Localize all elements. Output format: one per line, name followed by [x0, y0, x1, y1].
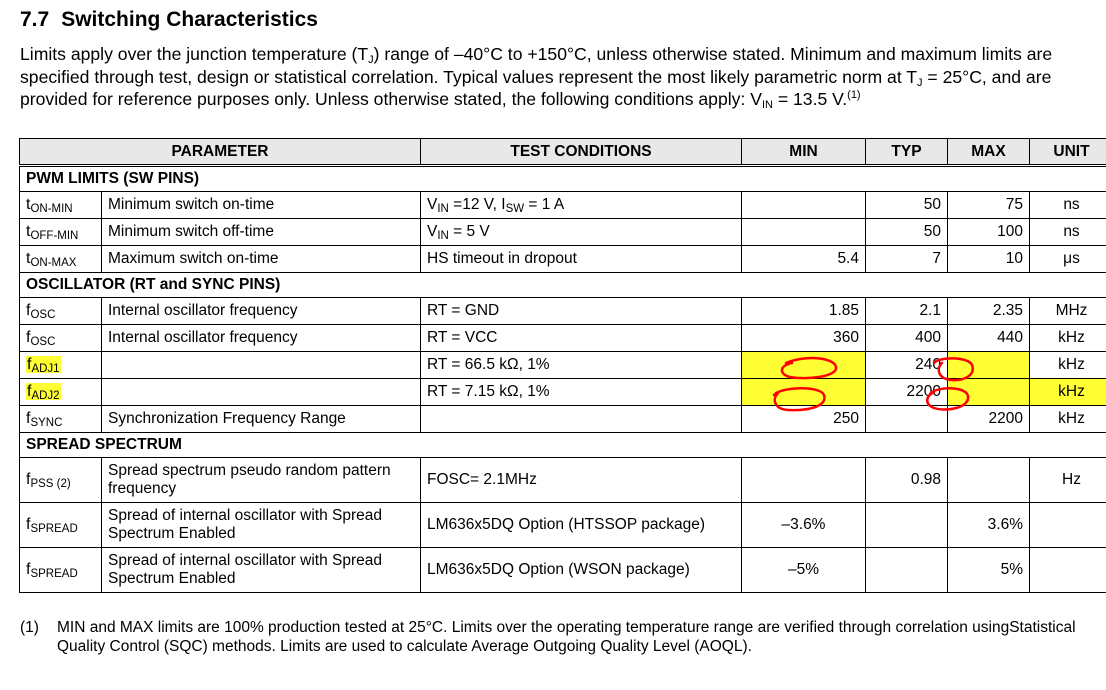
param-description — [102, 379, 421, 406]
header-typ: TYP — [866, 139, 948, 166]
header-max: MAX — [948, 139, 1030, 166]
min-value: –5% — [742, 548, 866, 593]
table-row — [20, 352, 1106, 379]
highlight-fadj1: $f_{ADJ1}$ — [27, 356, 60, 375]
unit-value: μs — [1030, 246, 1106, 273]
max-value — [948, 458, 1030, 503]
typ-value: 240 — [866, 352, 948, 379]
max-value: 2200 — [948, 406, 1030, 433]
table-row — [20, 246, 1106, 273]
param-symbol: $f_{SYNC}$ — [20, 406, 102, 433]
test-condition: LM636x5DQ Option (WSON package) — [421, 548, 742, 593]
table-row — [20, 548, 1106, 593]
table-row — [20, 298, 1106, 325]
section-title — [20, 8, 318, 32]
param-description: Spread of internal oscillator with Spread Spectrum Enabled — [102, 503, 421, 548]
typ-value: 50 — [866, 219, 948, 246]
min-value — [742, 219, 866, 246]
typ-value — [866, 503, 948, 548]
unit-value — [1030, 548, 1106, 593]
param-symbol: $t_{ON-MAX}$ — [20, 246, 102, 273]
param-symbol: $t_{ON-MIN}$ — [20, 192, 102, 219]
test-condition — [421, 406, 742, 433]
typ-value: 400 — [866, 325, 948, 352]
max-value: 2.35 — [948, 298, 1030, 325]
footnote — [20, 618, 1080, 656]
intro-footnote-ref: (1) — [847, 89, 861, 101]
typ-value: 2200 — [866, 379, 948, 406]
test-condition: FOSC= 2.1MHz — [421, 458, 742, 503]
param-symbol: $f_{SPREAD}$ — [20, 548, 102, 593]
table-row — [20, 379, 1106, 406]
table-row — [20, 192, 1106, 219]
unit-value: kHz — [1030, 325, 1106, 352]
unit-value: kHz — [1030, 379, 1106, 406]
typ-value: 7 — [866, 246, 948, 273]
param-symbol: $t_{OFF-MIN}$ — [20, 219, 102, 246]
header-parameter: PARAMETER — [20, 139, 421, 166]
table-row — [20, 503, 1106, 548]
param-symbol — [20, 379, 102, 406]
header-row — [20, 139, 1106, 166]
min-value: 5.4 — [742, 246, 866, 273]
table-row — [20, 325, 1106, 352]
min-value — [742, 379, 866, 406]
min-value: –3.6% — [742, 503, 866, 548]
max-value — [948, 379, 1030, 406]
typ-value — [866, 548, 948, 593]
min-value: 360 — [742, 325, 866, 352]
param-symbol: $f_{SPREAD}$ — [20, 503, 102, 548]
footnote-number: (1) — [20, 619, 39, 636]
unit-value: ns — [1030, 192, 1106, 219]
typ-value — [866, 406, 948, 433]
param-description: Synchronization Frequency Range — [102, 406, 421, 433]
unit-value: Hz — [1030, 458, 1106, 503]
typ-value: 0.98 — [866, 458, 948, 503]
max-value: 75 — [948, 192, 1030, 219]
param-description: Internal oscillator frequency — [102, 325, 421, 352]
section-row-pwm: PWM LIMITS (SW PINS) — [20, 166, 1106, 192]
unit-value — [1030, 503, 1106, 548]
section-row-spread: SPREAD SPECTRUM — [20, 433, 1106, 458]
highlight-fadj2: $f_{ADJ2}$ — [27, 383, 60, 402]
max-value — [948, 352, 1030, 379]
test-condition: HS timeout in dropout — [421, 246, 742, 273]
param-description: Internal oscillator frequency — [102, 298, 421, 325]
param-description: Spread of internal oscillator with Spread Spectrum Enabled — [102, 548, 421, 593]
max-value: 440 — [948, 325, 1030, 352]
typ-value: 50 — [866, 192, 948, 219]
min-value — [742, 352, 866, 379]
max-value: 10 — [948, 246, 1030, 273]
switching-characteristics-table — [19, 138, 1106, 593]
unit-value: kHz — [1030, 406, 1106, 433]
typ-value: 2.1 — [866, 298, 948, 325]
test-condition: RT = 66.5 kΩ, 1% — [421, 352, 742, 379]
min-value — [742, 458, 866, 503]
test-condition: RT = 7.15 kΩ, 1% — [421, 379, 742, 406]
min-value: 1.85 — [742, 298, 866, 325]
param-symbol: $f_{PSS (2)}$ — [20, 458, 102, 503]
table-row — [20, 406, 1106, 433]
max-value: 100 — [948, 219, 1030, 246]
max-value: 3.6% — [948, 503, 1030, 548]
test-condition: RT = GND — [421, 298, 742, 325]
test-condition: LM636x5DQ Option (HTSSOP package) — [421, 503, 742, 548]
param-symbol: $f_{OSC}$ — [20, 325, 102, 352]
param-description — [102, 352, 421, 379]
unit-value: ns — [1030, 219, 1106, 246]
min-value: 250 — [742, 406, 866, 433]
param-description: Spread spectrum pseudo random pattern frequency — [102, 458, 421, 503]
param-symbol: $f_{OSC}$ — [20, 298, 102, 325]
section-row-oscillator: OSCILLATOR (RT and SYNC PINS) — [20, 273, 1106, 298]
param-description: Minimum switch on-time — [102, 192, 421, 219]
header-test-conditions: TEST CONDITIONS — [421, 139, 742, 166]
header-unit: UNIT — [1030, 139, 1106, 166]
table-row — [20, 458, 1106, 503]
section-title-text: Switching Characteristics — [61, 8, 318, 31]
table-row — [20, 219, 1106, 246]
max-value: 5% — [948, 548, 1030, 593]
test-condition: RT = VCC — [421, 325, 742, 352]
unit-value: kHz — [1030, 352, 1106, 379]
param-description: Maximum switch on-time — [102, 246, 421, 273]
test-condition: $V_{IN} =12$ V, $I_{SW} = 1$ A — [421, 192, 742, 219]
min-value — [742, 192, 866, 219]
section-number: 7.7 — [20, 8, 50, 31]
header-min: MIN — [742, 139, 866, 166]
param-symbol — [20, 352, 102, 379]
param-description: Minimum switch off-time — [102, 219, 421, 246]
test-condition: $V_{IN} = 5$ V — [421, 219, 742, 246]
footnote-text: MIN and MAX limits are 100% production tested at 25°C. Limits over the operating temperature range are verified through correlation usingStatistical Quality Control (SQC) methods. Limits are used to calculate Average Outgoing Quality Level (AOQL). — [57, 619, 1076, 655]
unit-value: MHz — [1030, 298, 1106, 325]
intro-paragraph: Limits apply over the junction temperature $(T_J)$ range of –40°C to +150°C, unless otherwise stated. Minimum and maximum limits are specified through test, design or statistical correlation. Typical values represent the most likely parametric norm at $T_J = 25^\circ C$, and are provided for reference purposes only. Unless otherwise stated, the following conditions apply: $V_{IN} = 13.5$ V.$^{(1)}$ — [20, 44, 1053, 111]
